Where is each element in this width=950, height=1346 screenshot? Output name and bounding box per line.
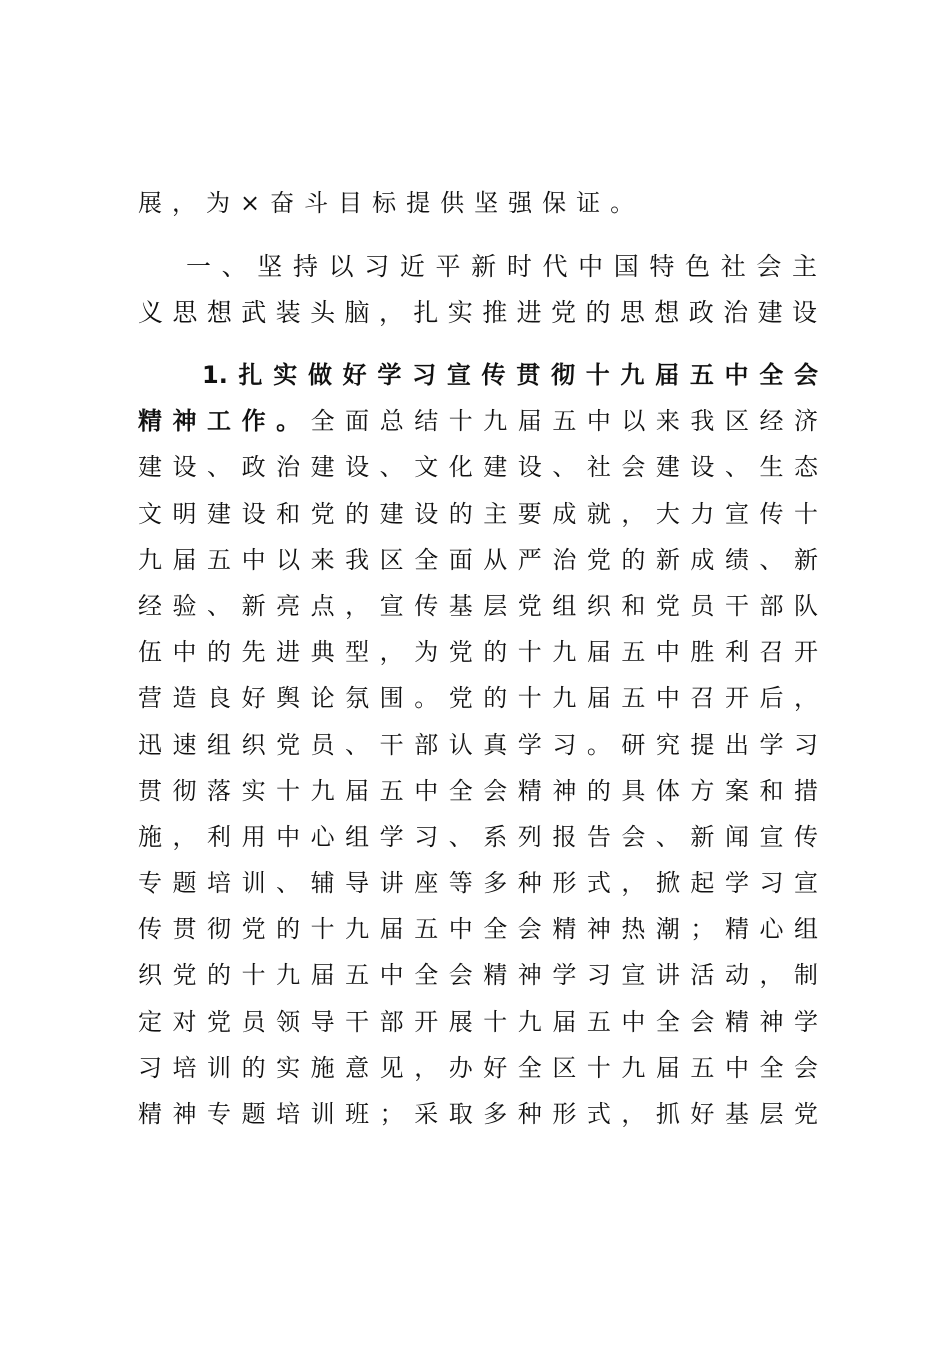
text-line: 建设、政治建设、文化建设、社会建设、生态 xyxy=(138,453,818,482)
text-line: 营造良好舆论氛围。党的十九届五中召开后， xyxy=(138,684,818,713)
body-paragraph xyxy=(138,352,818,1137)
paragraph-title-end: 精神工作。 xyxy=(138,407,311,436)
heading-line-1: 一、坚持以习近平新时代中国特色社会主 xyxy=(186,252,818,281)
text-line: 精神专题培训班；采取多种形式，抓好基层党 xyxy=(138,1100,818,1128)
text-line: 施，利用中心组学习、系列报告会、新闻宣传 xyxy=(138,822,818,851)
text-line: 贯彻落实十九届五中全会精神的具体方案和措 xyxy=(138,776,818,805)
text-line: 织党的十九届五中全会精神学习宣讲活动，制 xyxy=(138,961,818,990)
text-line: 伍中的先进典型，为党的十九届五中胜利召开 xyxy=(138,638,818,667)
heading-line-2: 义思想武装头脑，扎实推进党的思想政治建设 xyxy=(138,298,818,328)
text-line: 文明建设和党的建设的主要成就，大力宣传十 xyxy=(138,499,818,528)
paragraph-title: 1.扎实做好学习宣传贯彻十九届五中全会 xyxy=(202,361,818,389)
text-line: 传贯彻党的十九届五中全会精神热潮；精心组 xyxy=(138,915,818,944)
continuation-paragraph xyxy=(138,180,818,226)
text-line: 经验、新亮点，宣传基层党组织和党员干部队 xyxy=(138,591,818,620)
text-line-rest: 全面总结十九届五中以来我区经济 xyxy=(310,407,819,436)
section-heading xyxy=(138,244,818,336)
text-line: 九届五中以来我区全面从严治党的新成绩、新 xyxy=(138,545,818,574)
text-line: 定对党员领导干部开展十九届五中全会精神学 xyxy=(138,1007,818,1036)
text-line: 迅速组织党员、干部认真学习。研究提出学习 xyxy=(138,730,818,759)
text-line: 专题培训、辅导讲座等多种形式，掀起学习宣 xyxy=(138,869,818,898)
text-line xyxy=(138,398,818,444)
text-line: 展，为×奋斗目标提供坚强保证。 xyxy=(138,189,645,217)
text-line: 习培训的实施意见，办好全区十九届五中全会 xyxy=(138,1053,818,1082)
